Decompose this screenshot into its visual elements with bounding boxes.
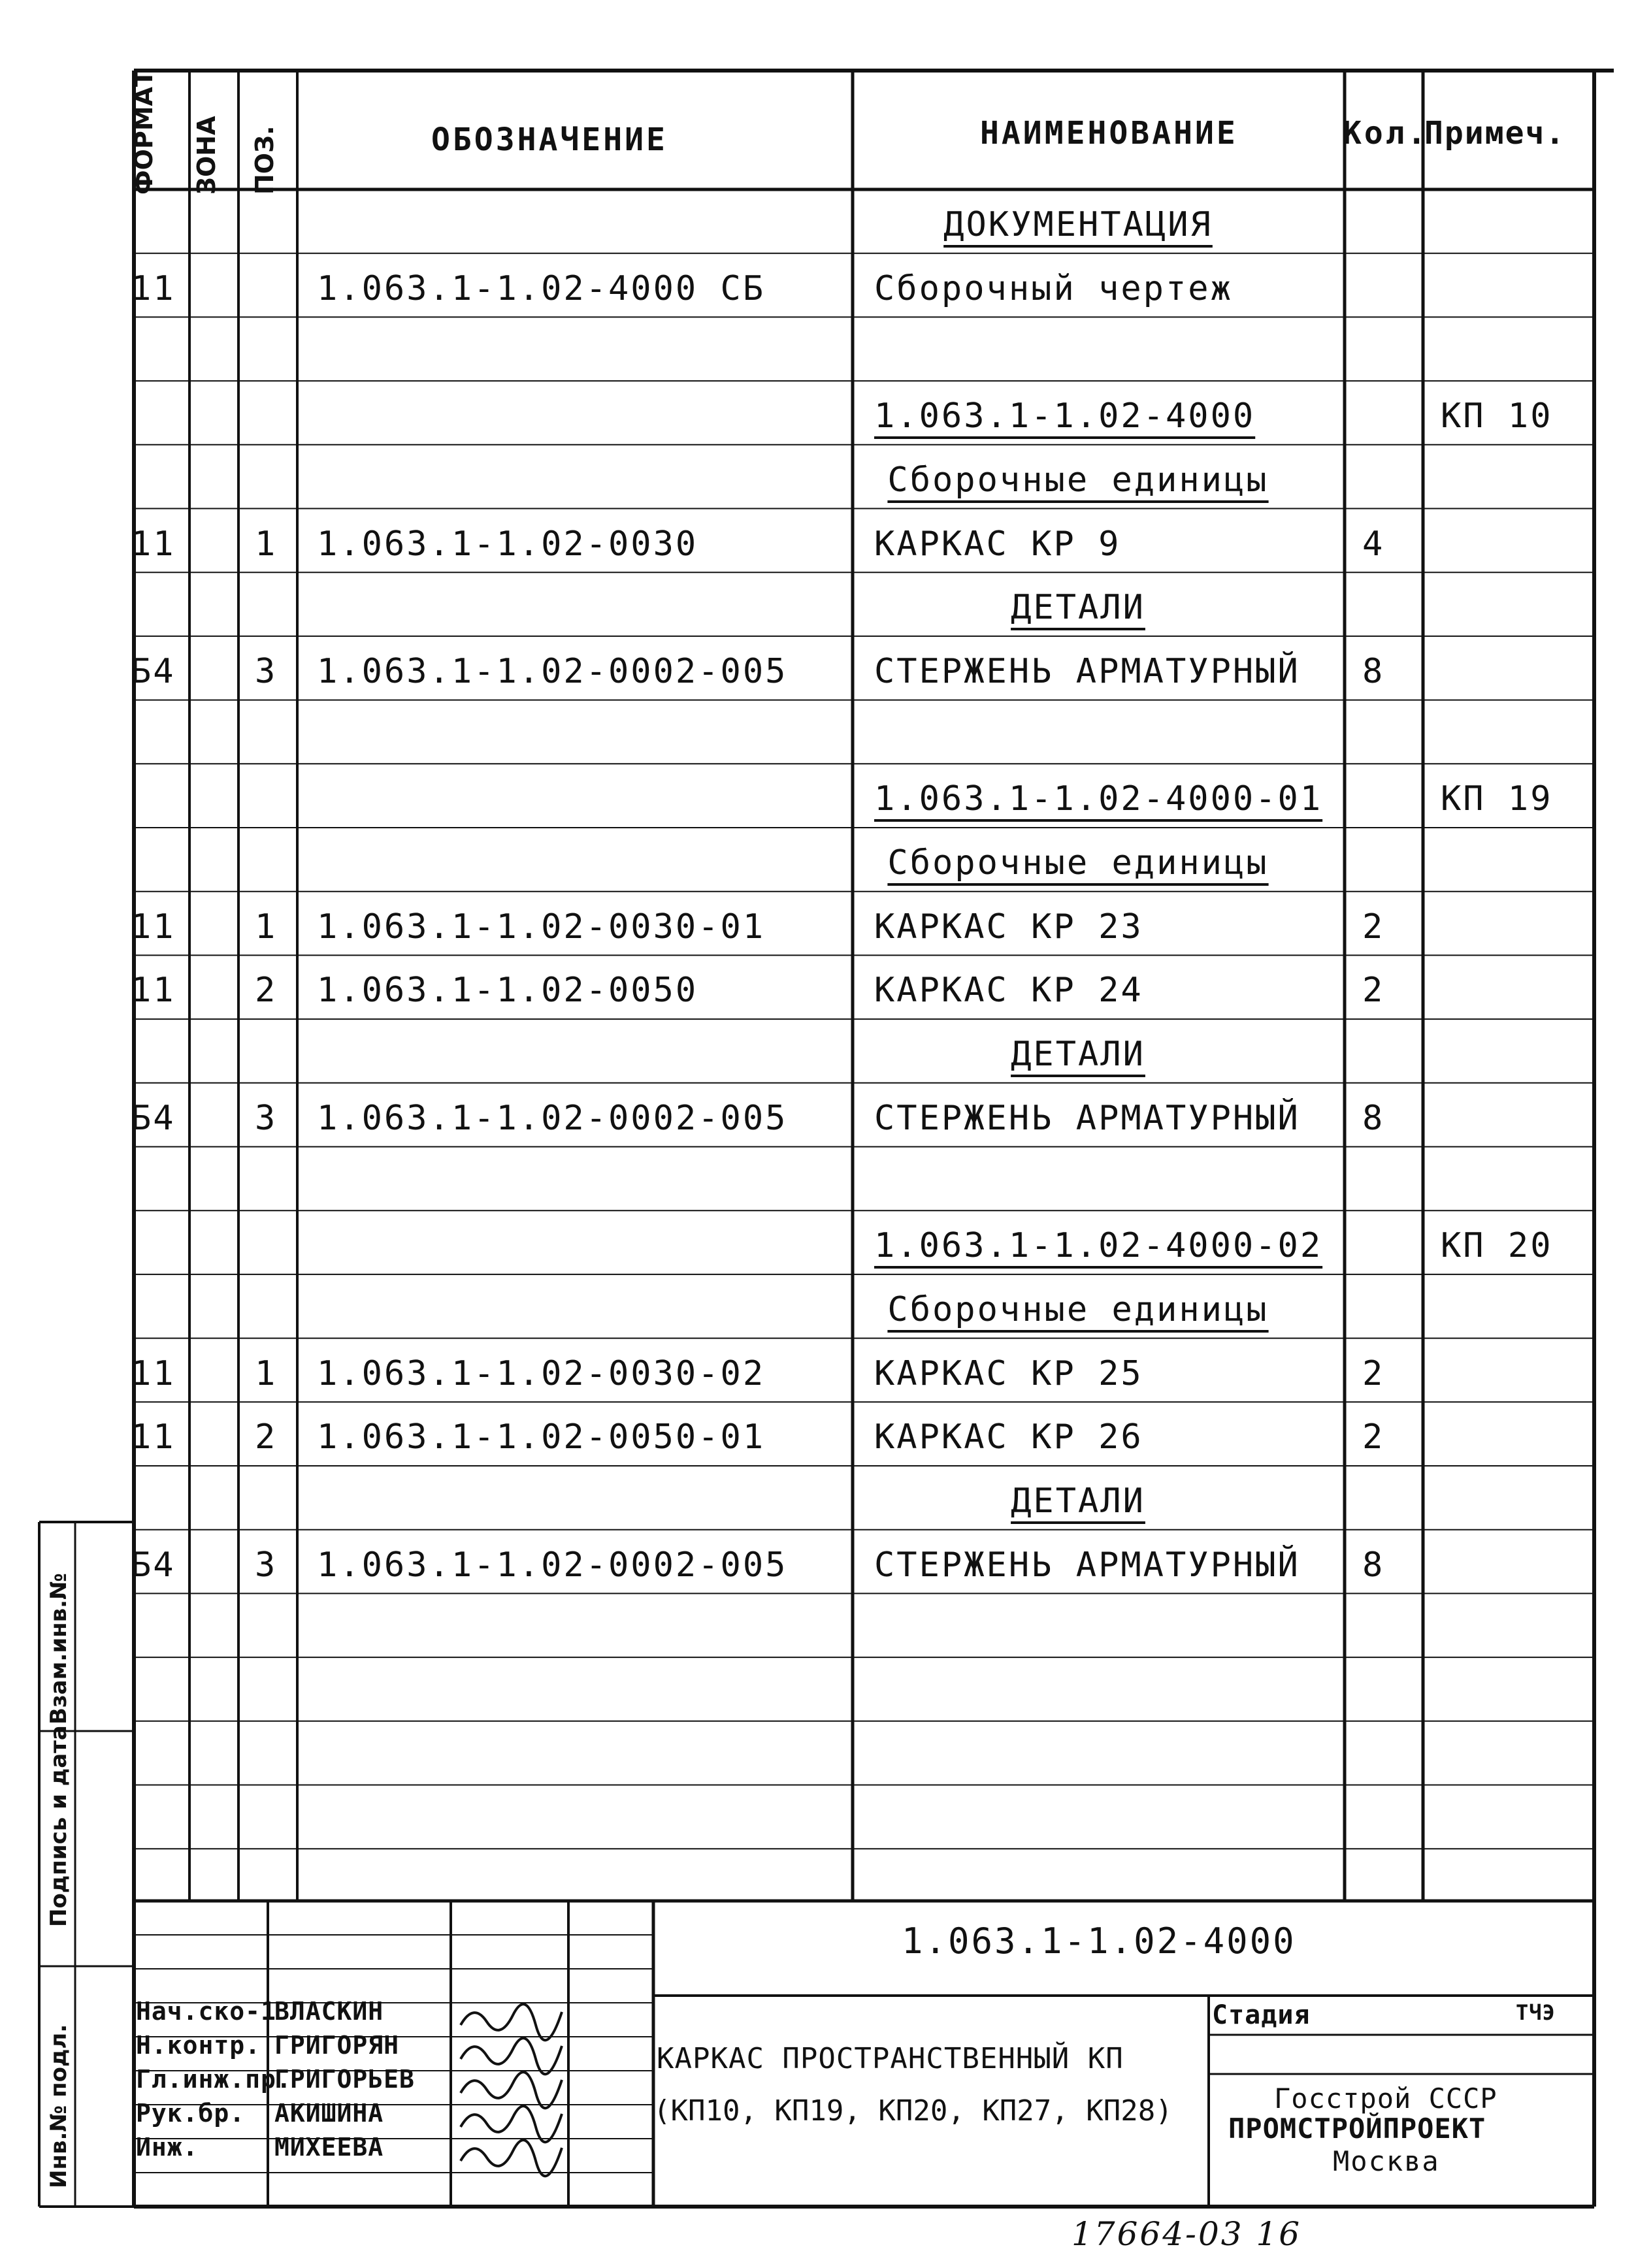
row-name: КАРКАС КР 9 xyxy=(874,524,1121,564)
row-qty: 2 xyxy=(1362,1418,1385,1457)
row-pos: 3 xyxy=(255,1545,278,1585)
row-format: 11 xyxy=(131,524,176,564)
signature-mark xyxy=(461,2038,562,2074)
row-name: 1.063.1-1.02-4000-02 xyxy=(874,1226,1323,1266)
row-designation: 1.063.1-1.02-0002-005 xyxy=(317,651,788,691)
row-pos: 2 xyxy=(255,971,278,1011)
row-format: Б4 xyxy=(131,1545,176,1585)
row-format: 11 xyxy=(131,971,176,1011)
row-name: КАРКАС КР 26 xyxy=(874,1418,1143,1457)
row-designation: 1.063.1-1.02-0002-005 xyxy=(317,1098,788,1138)
row-qty: 2 xyxy=(1362,1353,1385,1393)
row-designation: 1.063.1-1.02-4000 СБ xyxy=(317,268,766,308)
signer-name: АКИШИНА xyxy=(274,2099,384,2128)
title-line-1: КАРКАС ПРОСТРАНСТВЕННЫЙ КП xyxy=(657,2042,1124,2075)
row-pos: 1 xyxy=(255,524,278,564)
row-name: Сборочные единицы xyxy=(887,843,1269,883)
row-name: КАРКАС КР 24 xyxy=(874,971,1143,1011)
row-pos: 3 xyxy=(255,651,278,691)
row-name: СТЕРЖЕНЬ АРМАТУРНЫЙ xyxy=(874,1098,1300,1138)
row-format: 11 xyxy=(131,907,176,947)
row-qty: 4 xyxy=(1362,524,1385,564)
row-name: КАРКАС КР 23 xyxy=(874,907,1143,947)
signature-mark xyxy=(461,2072,562,2108)
row-name: 1.063.1-1.02-4000-01 xyxy=(874,779,1323,819)
signer-name: ГРИГОРЯН xyxy=(274,2031,400,2060)
stage-label: Стадия xyxy=(1212,2000,1311,2030)
row-designation: 1.063.1-1.02-0030-01 xyxy=(317,907,766,947)
row-name: 1.063.1-1.02-4000 xyxy=(874,397,1256,436)
side-label-replace-inv: Взам.инв.№ xyxy=(46,1573,72,1725)
header-zone: ЗОНА xyxy=(192,116,221,195)
header-note: Примеч. xyxy=(1424,115,1566,152)
row-qty: 8 xyxy=(1362,1098,1385,1138)
signer-role: Нач.ско-1 xyxy=(136,1997,276,2026)
row-format: Б4 xyxy=(131,651,176,691)
row-qty: 2 xyxy=(1362,971,1385,1011)
row-qty: 8 xyxy=(1362,651,1385,691)
side-label-inv-orig: Инв.№ подл. xyxy=(46,2024,72,2188)
row-format: 11 xyxy=(131,1418,176,1457)
row-name: СТЕРЖЕНЬ АРМАТУРНЫЙ xyxy=(874,651,1300,691)
signature-mark xyxy=(461,2106,562,2142)
stage-value: ТЧЭ xyxy=(1516,2000,1556,2025)
title-line-2: (КП10, КП19, КП20, КП27, КП28) xyxy=(653,2094,1173,2128)
row-name: ДЕТАЛИ xyxy=(1011,588,1145,628)
row-name: ДОКУМЕНТАЦИЯ xyxy=(943,205,1213,244)
signer-role: Гл.инж.пр. xyxy=(136,2065,292,2094)
row-designation: 1.063.1-1.02-0002-005 xyxy=(317,1545,788,1585)
footer-note: 17664-03 16 xyxy=(1072,2215,1302,2253)
row-designation: 1.063.1-1.02-0050 xyxy=(317,971,698,1011)
row-name: Сборочные единицы xyxy=(887,1289,1269,1329)
org-line-2: ПРОМСТРОЙПРОЕКТ xyxy=(1228,2113,1486,2145)
side-label-sign-date: Подпись и дата xyxy=(46,1725,72,1927)
row-pos: 3 xyxy=(255,1098,278,1138)
row-name: ДЕТАЛИ xyxy=(1011,1035,1145,1075)
header-pos: ПОЗ. xyxy=(250,125,279,195)
row-name: Сборочный чертеж xyxy=(874,268,1233,308)
row-name: ДЕТАЛИ xyxy=(1011,1482,1145,1521)
header-designation: ОБОЗНАЧЕНИЕ xyxy=(431,122,668,158)
row-pos: 1 xyxy=(255,1353,278,1393)
signature-mark xyxy=(461,2140,562,2176)
row-note: КП 10 xyxy=(1441,397,1553,436)
row-designation: 1.063.1-1.02-0050-01 xyxy=(317,1418,766,1457)
signer-role: Инж. xyxy=(136,2133,199,2162)
row-note: КП 19 xyxy=(1441,779,1553,819)
signer-name: ГРИГОРЬЕВ xyxy=(274,2065,415,2094)
row-designation: 1.063.1-1.02-0030-02 xyxy=(317,1353,766,1393)
row-qty: 8 xyxy=(1362,1545,1385,1585)
row-pos: 1 xyxy=(255,907,278,947)
row-designation: 1.063.1-1.02-0030 xyxy=(317,524,698,564)
header-format: ФОРМАТ xyxy=(129,70,158,195)
row-name: СТЕРЖЕНЬ АРМАТУРНЫЙ xyxy=(874,1545,1300,1585)
row-name: КАРКАС КР 25 xyxy=(874,1353,1143,1393)
org-line-1: Госстрой СССР xyxy=(1274,2082,1497,2114)
row-qty: 2 xyxy=(1362,907,1385,947)
title-doc-number: 1.063.1-1.02-4000 xyxy=(902,1920,1296,1962)
signer-name: ВЛАСКИН xyxy=(274,1997,384,2026)
signer-role: Рук.бр. xyxy=(136,2099,246,2128)
row-note: КП 20 xyxy=(1441,1226,1553,1266)
row-format: Б4 xyxy=(131,1098,176,1138)
row-format: 11 xyxy=(131,1353,176,1393)
signer-name: МИХЕЕВА xyxy=(274,2133,384,2162)
row-pos: 2 xyxy=(255,1418,278,1457)
header-qty: Кол. xyxy=(1343,115,1429,152)
signature-mark xyxy=(461,2004,562,2040)
row-name: Сборочные единицы xyxy=(887,460,1269,500)
org-line-3: Москва xyxy=(1333,2145,1440,2177)
row-format: 11 xyxy=(131,268,176,308)
header-name: НАИМЕНОВАНИЕ xyxy=(980,115,1238,152)
signer-role: Н.контр. xyxy=(136,2031,261,2060)
